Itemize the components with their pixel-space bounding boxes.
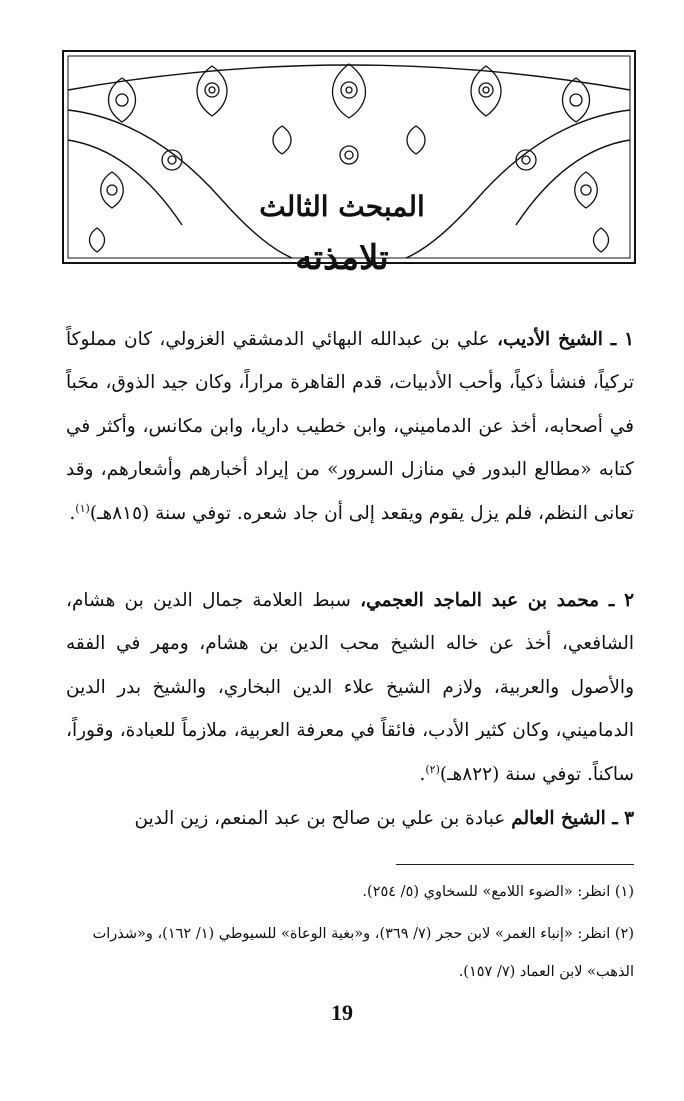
footnote: (٢) انظر: «إنباء الغمر» لابن حجر (٧/ ٣٦٩)، و«بغية الوعاة» للسيوطي (١/ ١٦٢)، و«شذرات الذهب» لابن العماد (٧/ ١٥٧). [92, 926, 634, 980]
entry-text: عبادة بن علي بن صالح بن عبد المنعم، زين الدين [134, 808, 512, 829]
entry-lead: ٢ ـ محمد بن عبد الماجد العجمي، [360, 590, 635, 611]
entry-text: علي بن عبدالله البهائي الدمشقي الغزولي، كان مملوكاً تركياً، فنشأ ذكياً، وأحب الأدبيات، قدم القاهرة مراراً، وكان جيد الذوق، محَباً في أصحابه، أخذ عن الدماميني، وابن خطيب داريا، وابن مكانس، وأكثر في كتابه «مطالع البدور في منازل السرور» من إيراد أخبارهم وأشعارهم، وقد تعانى النظم، فلم يزل يقوم ويقعد إلى أن جاد شعره. توفي سنة (٨١٥هـ) [66, 329, 634, 524]
page-number: 19 [331, 1000, 353, 1025]
footnote-ref: (١) [75, 501, 90, 515]
section-title: تلامذته [295, 238, 389, 278]
student-entry [66, 579, 634, 796]
entry-end: . [419, 763, 426, 785]
student-entry [66, 318, 634, 535]
footnote-ref: (٢) [425, 762, 440, 776]
footnote-divider [396, 864, 634, 865]
section-heading: المبحث الثالث [259, 190, 425, 223]
entry-lead: ٣ ـ الشيخ العالم [511, 808, 634, 829]
ornamental-header-frame [62, 50, 636, 264]
student-entry [66, 797, 634, 840]
entry-end: . [69, 502, 76, 524]
footnote: (١) انظر: «الضوء اللامع» للسخاوي (٥/ ٢٥٤). [362, 884, 634, 900]
entry-lead: ١ ـ الشيخ الأديب، [496, 329, 634, 350]
entry-text: سبط العلامة جمال الدين بن هشام، الشافعي، أخذ عن خاله الشيخ محب الدين بن هشام، ومهر في الفقه والأصول والعربية، ولازم الشيخ علاء الدين البخاري، والشيخ بدر الدين الدماميني، وكان كثير الأدب، فائقاً في معرفة العربية، ملازماً للعبادة، وقوراً، ساكناً. توفي سنة (٨٢٢هـ) [66, 590, 634, 785]
